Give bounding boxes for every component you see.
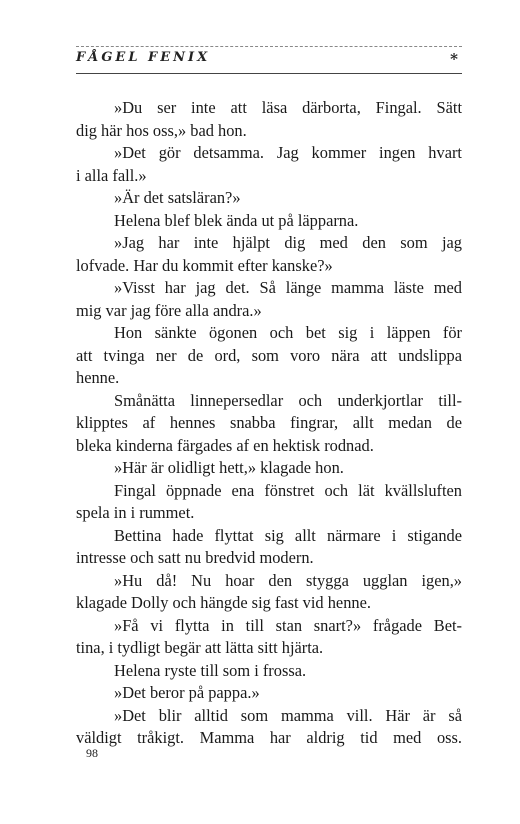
text-line: i alla fall.»: [76, 165, 147, 185]
running-head: [76, 50, 462, 70]
text-line: Fingal öppnade ena fönstret och lät kvällsluften: [114, 480, 462, 500]
text-line: intresse och satt nu bredvid modern.: [76, 548, 314, 567]
text-line: »Visst har jag det. Så länge mamma läste med: [114, 278, 462, 297]
text-line: mig var jag före alla andra.»: [76, 300, 262, 320]
text-line: klagade Dolly och hängde sig fast vid henne.: [76, 593, 371, 612]
paragraph: [76, 187, 462, 210]
header-top-rule: [76, 46, 462, 47]
paragraph: [76, 322, 462, 390]
paragraph: [76, 97, 462, 142]
paragraph: [76, 682, 462, 705]
text-line: dig här hos oss,» bad hon.: [76, 120, 247, 140]
paragraph: [76, 457, 462, 480]
body-text: [76, 97, 462, 750]
text-line: Smånätta linnepersedlar och underkjortlar till-: [114, 390, 462, 410]
text-line: henne.: [76, 368, 120, 387]
text-line: spela in i rummet.: [76, 503, 195, 522]
text-line: tina, i tydligt begär att lätta sitt hjärta.: [76, 638, 324, 657]
paragraph: [76, 232, 462, 277]
text-line: »Få vi flytta in till stan snart?» frågade Bet-: [114, 615, 462, 635]
text-line: väldigt tråkigt. Mamma har aldrig tid med oss.: [76, 728, 462, 747]
text-line: klipptes af hennes snabba fingrar, allt medan de: [76, 413, 462, 432]
text-line: »Du ser inte att läsa därborta, Fingal. Sätt: [114, 98, 462, 117]
paragraph: [76, 390, 462, 458]
text-line: »Här är olidligt hett,» klagade hon.: [114, 458, 344, 477]
page-number: 98: [86, 746, 98, 760]
text-line: »Det beror på pappa.»: [114, 683, 260, 702]
text-line: »Jag har inte hjälpt dig med den som jag: [114, 233, 462, 252]
text-line: Hon sänkte ögonen och bet sig i läppen för: [114, 323, 462, 342]
paragraph: [76, 480, 462, 525]
running-title: FÅGEL FENIX: [76, 50, 211, 65]
text-line: bleka kinderna färgades af en hektisk rodnad.: [76, 435, 374, 455]
text-line: Bettina hade flyttat sig allt närmare i stigande: [114, 525, 462, 545]
header-bottom-rule: [76, 73, 462, 74]
text-line: lofvade. Har du kommit efter kanske?»: [76, 255, 333, 275]
text-line: att tvinga ner de ord, som voro nära att undslippa: [76, 345, 462, 365]
text-line: »Hu då! Nu hoar den stygga ugglan igen,»: [114, 570, 462, 590]
text-line: Helena ryste till som i frossa.: [114, 660, 307, 680]
text-line: Helena blef blek ända ut på läpparna.: [114, 210, 359, 230]
ornament-mark: *: [450, 50, 458, 68]
text-line: »Det gör detsamma. Jag kommer ingen hvart: [114, 143, 462, 162]
text-line: »Är det satsläran?»: [114, 188, 241, 207]
paragraph: [76, 705, 462, 750]
paragraph: [76, 277, 462, 322]
paragraph: [76, 570, 462, 615]
paragraph: [76, 142, 462, 187]
paragraph: [76, 660, 462, 683]
paragraph: [76, 210, 462, 233]
text-line: »Det blir alltid som mamma vill. Här är så: [114, 705, 462, 725]
paragraph: [76, 615, 462, 660]
paragraph: [76, 525, 462, 570]
